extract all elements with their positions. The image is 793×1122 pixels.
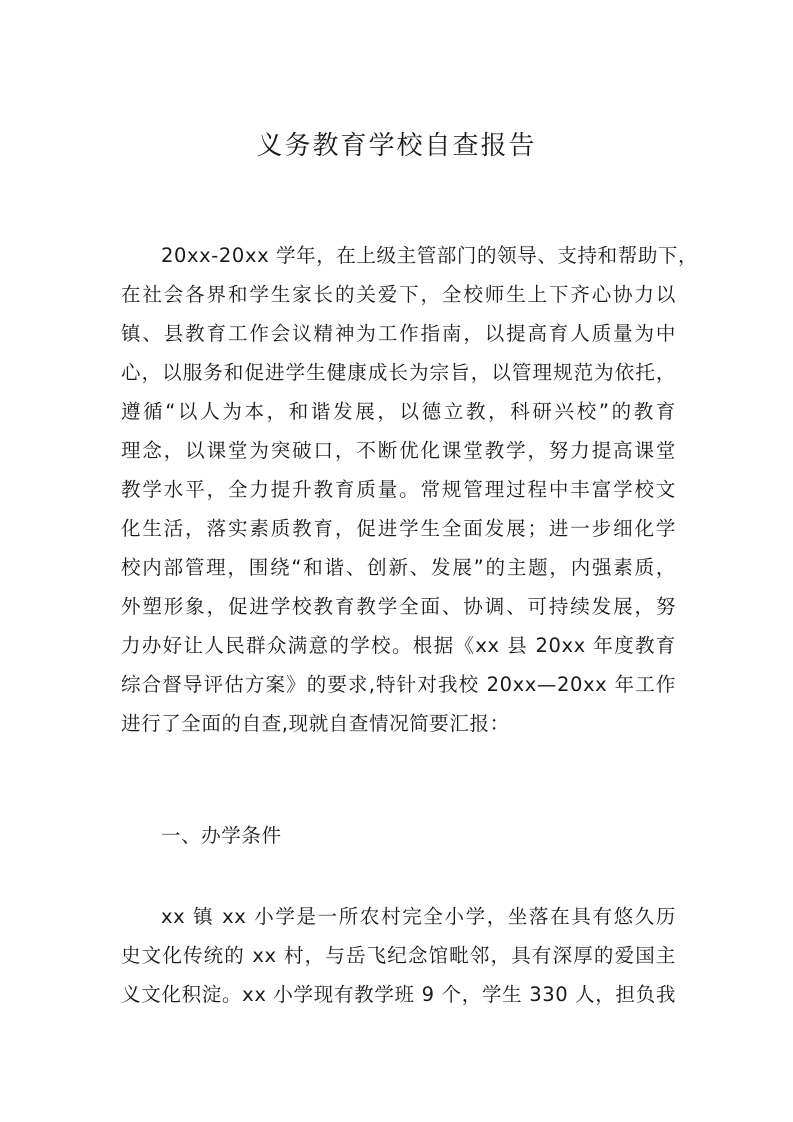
paragraph-line: 义文化积淀。xx 小学现有教学班 9 个，学生 330 人，担负我 (121, 983, 676, 1006)
paragraph-line: 镇、县教育工作会议精神为工作指南，以提高育人质量为中 (121, 322, 676, 345)
paragraph-line: 进行了全面的自查,现就自查情况简要汇报： (121, 712, 510, 735)
paragraph-line: 在社会各界和学生家长的关爱下，全校师生上下齐心协力以 (121, 283, 676, 306)
document-title: 义务教育学校自查报告 (256, 131, 537, 161)
section-heading-text: 一、办学条件 (161, 824, 282, 847)
paragraph-line: xx 镇 xx 小学是一所农村完全小学，坐落在具有悠久历 (161, 905, 676, 928)
paragraph-line: 20xx-20xx 学年，在上级主管部门的领导、支持和帮助下， (161, 244, 699, 267)
paragraph-line: 史文化传统的 xx 村，与岳飞纪念馆毗邻，具有深厚的爱国主 (121, 944, 676, 967)
paragraph-line: 教学水平，全力提升教育质量。常规管理过程中丰富学校文 (121, 478, 676, 501)
paragraph-line: 遵循“以人为本，和谐发展，以德立教，科研兴校”的教育 (121, 400, 676, 423)
paragraph-line: 理念，以课堂为突破口，不断优化课堂教学，努力提高课堂 (121, 439, 676, 462)
paragraph-line: 外塑形象，促进学校教育教学全面、协调、可持续发展，努 (121, 595, 676, 618)
paragraph-line: 心，以服务和促进学生健康成长为宗旨，以管理规范为依托， (121, 361, 676, 384)
paragraph-line: 化生活，落实素质教育，促进学生全面发展；进一步细化学 (121, 517, 676, 540)
paragraph-school-conditions (121, 897, 676, 1014)
paragraph-intro (121, 236, 699, 743)
paragraph-line: 校内部管理，围绕“和谐、创新、发展”的主题，内强素质， (121, 556, 676, 579)
section-heading (121, 816, 676, 855)
paragraph-line: 力办好让人民群众满意的学校。根据《xx 县 20xx 年度教育 (121, 634, 676, 657)
paragraph-line: 综合督导评估方案》的要求,特针对我校 20xx—20xx 年工作 (121, 673, 676, 696)
